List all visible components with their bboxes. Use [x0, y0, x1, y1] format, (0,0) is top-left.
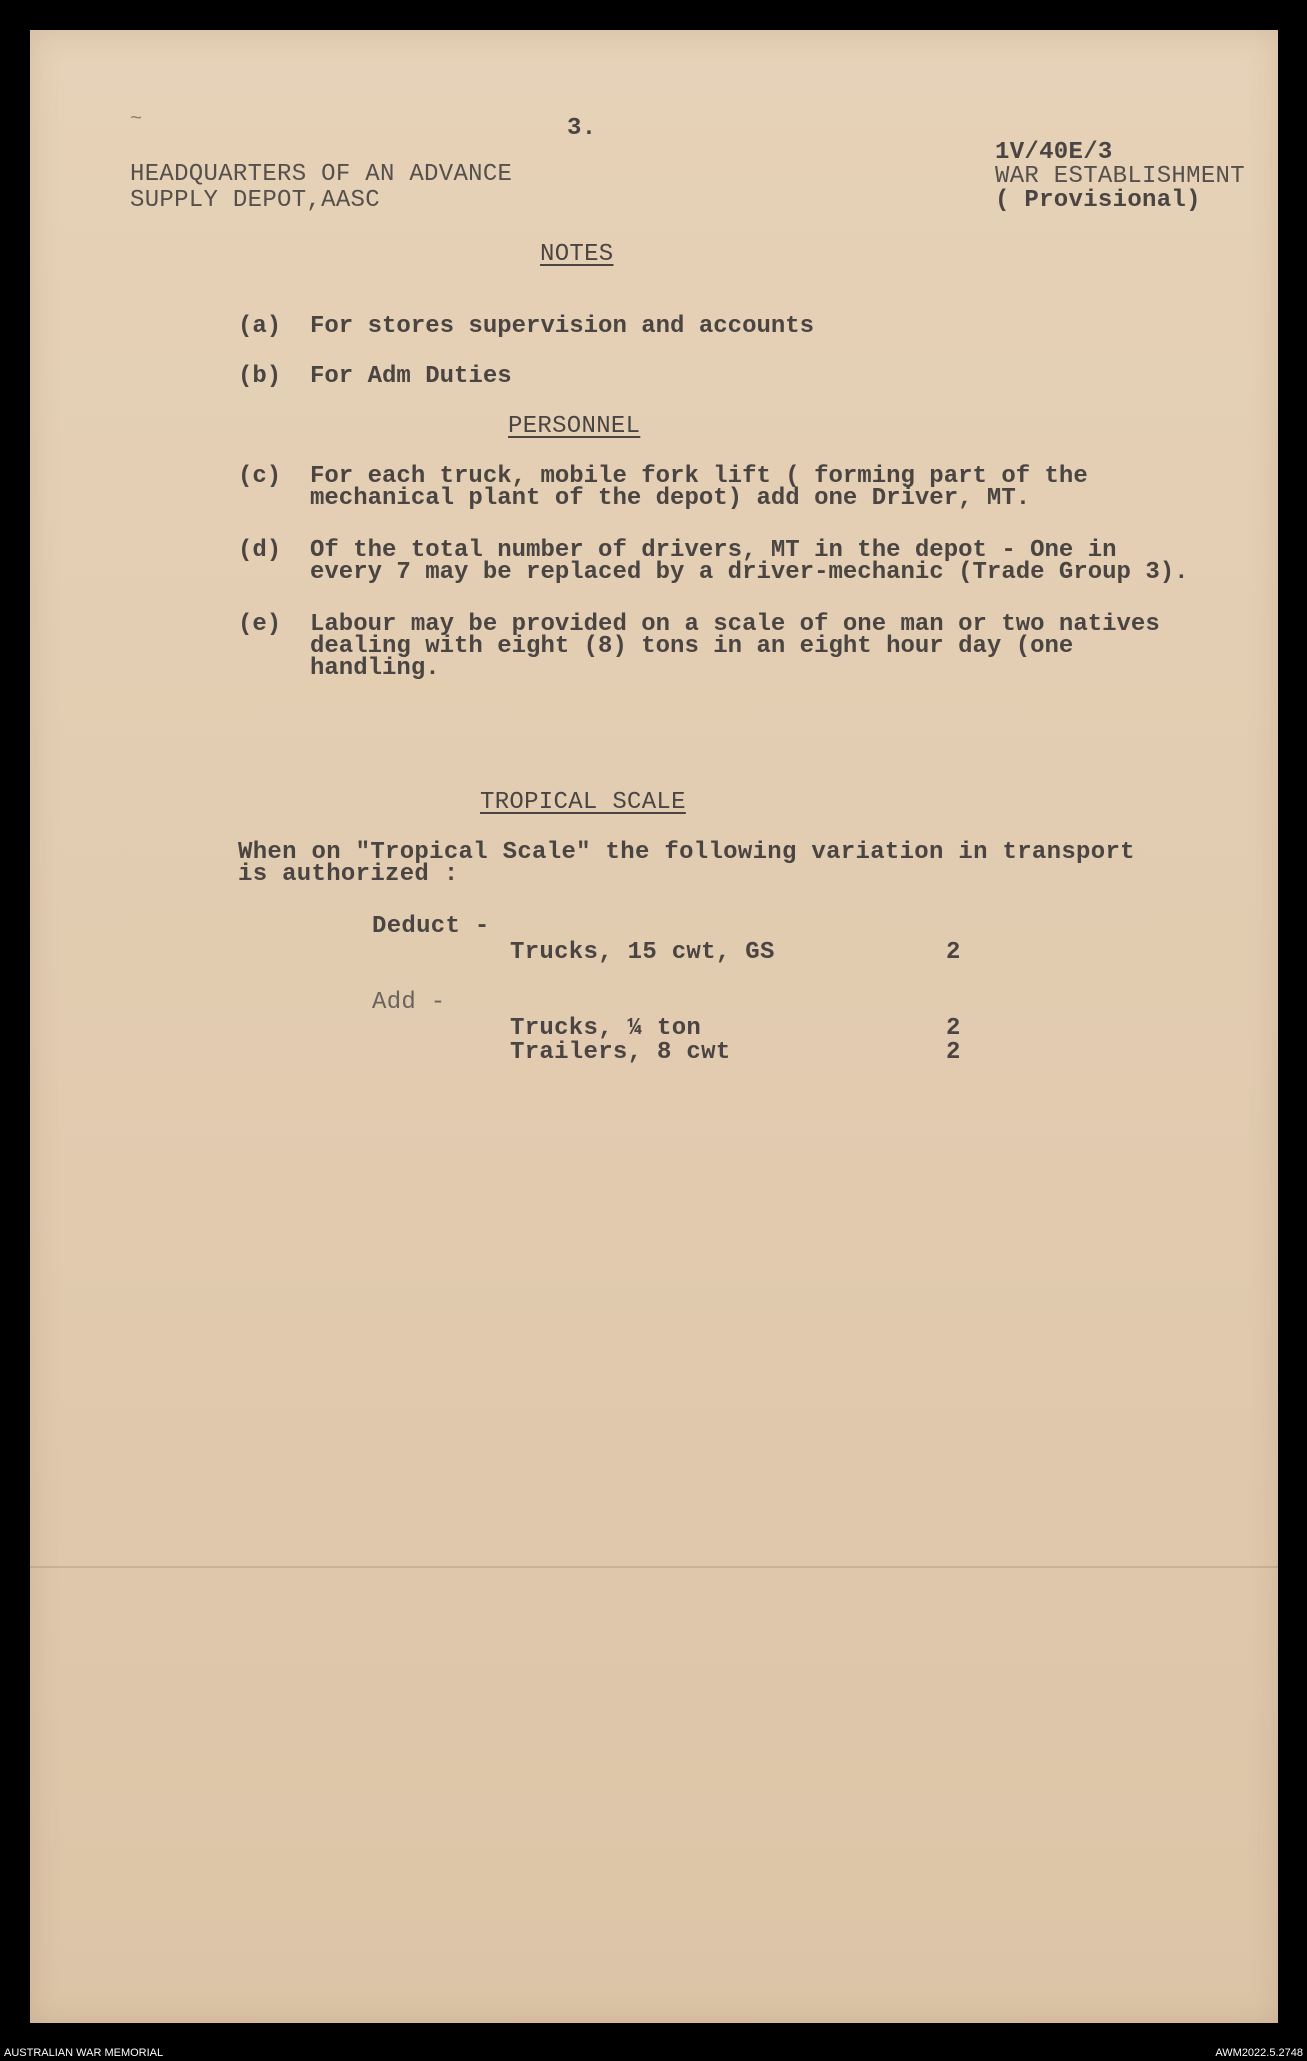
unit-name-line2: SUPPLY DEPOT,AASC	[130, 187, 380, 214]
tropical-intro-line2: is authorized :	[238, 861, 459, 888]
add-item: Trailers, 8 cwt	[510, 1039, 731, 1066]
unit-name-line1: HEADQUARTERS OF AN ADVANCE	[130, 161, 513, 188]
note-label: (a)	[238, 313, 282, 340]
note-text: For Adm Duties	[310, 363, 512, 390]
add-quantity: 2	[946, 1015, 961, 1042]
establishment-title: WAR ESTABLISHMENT	[995, 163, 1245, 190]
add-item: Trucks, ¼ ton	[510, 1015, 702, 1042]
deduct-quantity: 2	[946, 939, 961, 966]
tropical-scale-heading: TROPICAL SCALE	[480, 789, 686, 816]
add-label: Add -	[372, 989, 446, 1016]
footer-accession-number: AWM2022.5.2748	[1215, 2047, 1303, 2059]
provisional-label: ( Provisional)	[995, 187, 1201, 214]
add-quantity: 2	[946, 1039, 961, 1066]
deduct-label: Deduct -	[372, 913, 490, 940]
personnel-label: (e)	[238, 611, 282, 638]
deduct-item: Trucks, 15 cwt, GS	[510, 939, 775, 966]
paper-fold-line	[30, 1566, 1278, 1568]
reference-code: 1V/40E/3	[995, 139, 1113, 166]
tropical-intro-line1: When on "Tropical Scale" the following variation in transport	[238, 839, 1135, 866]
page-number: 3.	[567, 115, 597, 142]
personnel-label: (d)	[238, 537, 282, 564]
note-text: For stores supervision and accounts	[310, 313, 815, 340]
notes-heading: NOTES	[540, 241, 614, 268]
personnel-heading: PERSONNEL	[508, 413, 641, 440]
footer-credit: AUSTRALIAN WAR MEMORIAL	[4, 2047, 164, 2059]
note-label: (b)	[238, 363, 282, 390]
personnel-label: (c)	[238, 463, 282, 490]
pencil-mark: ~	[130, 108, 143, 131]
personnel-text: Of the total number of drivers, MT in the depot - One in every 7 may be replaced by a driver-mechanic (Trade Group 3).	[310, 537, 1189, 586]
personnel-text: Labour may be provided on a scale of one man or two natives dealing with eight (8) tons in an eight hour day (one handling.	[310, 611, 1160, 682]
personnel-text: For each truck, mobile fork lift ( forming part of the mechanical plant of the depot) add one Driver, MT.	[310, 463, 1088, 512]
